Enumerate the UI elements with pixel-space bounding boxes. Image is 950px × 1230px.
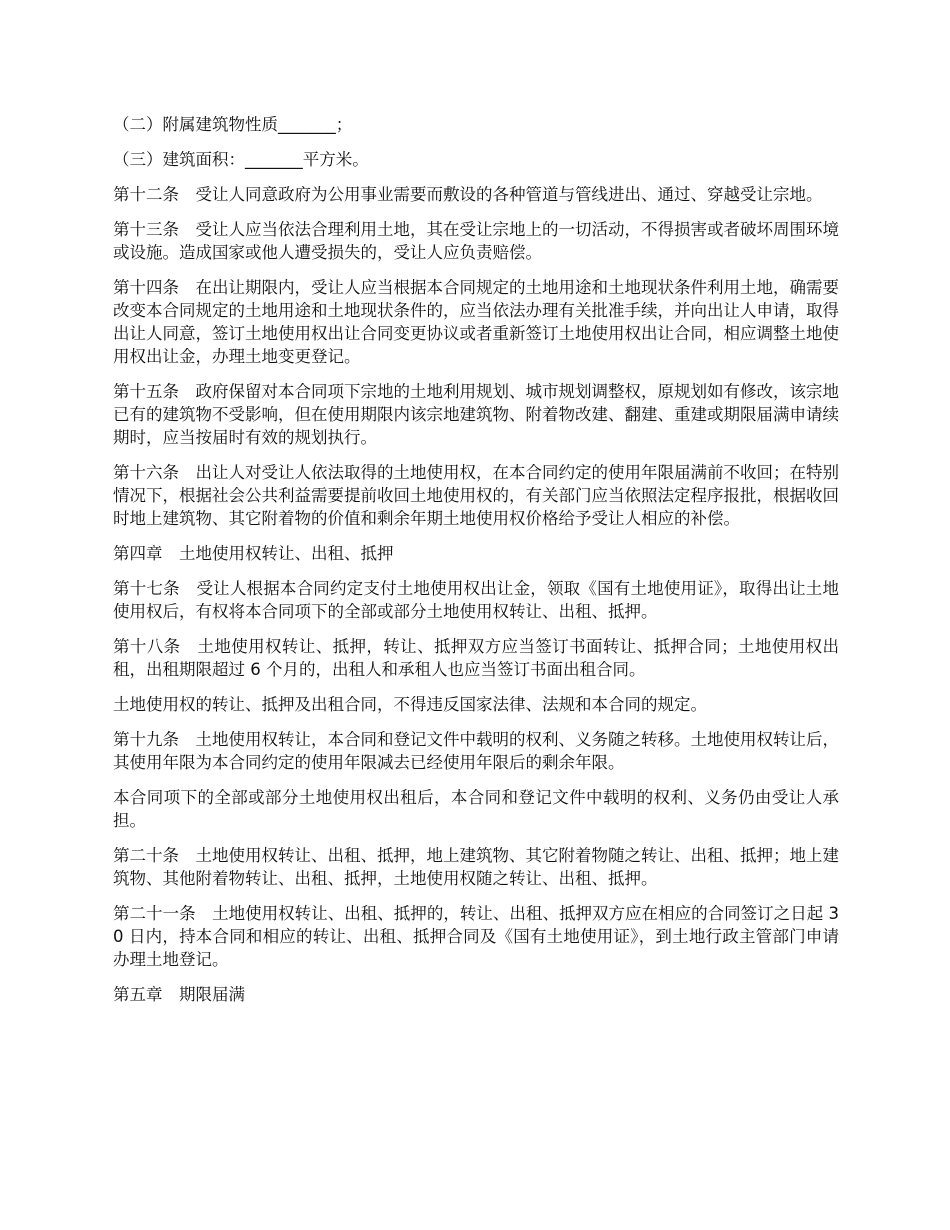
article-13: 第十三条 受让人应当依法合理利用土地，其在受让宗地上的一切活动，不得损害或者破坏周围环境或设施。造成国家或他人遭受损失的，受让人应负责赔偿。 [113, 220, 839, 262]
article-18-continuation: 土地使用权的转让、抵押及出租合同，不得违反国家法律、法规和本合同的规定。 [113, 695, 707, 714]
document-body [113, 113, 839, 1018]
article-20: 第二十条 土地使用权转让、出租、抵押，地上建筑物、其它附着物随之转让、出租、抵押；地上建筑物、其他附着物转让、出租、抵押，土地使用权随之转让、出租、抵押。 [113, 846, 839, 888]
article-17: 第十七条 受让人根据本合同约定支付土地使用权出让金，领取《国有土地使用证》，取得出让土地使用权后，有权将本合同项下的全部或部分土地使用权转让、出租、抵押。 [113, 579, 839, 621]
clause-building-area: （三）建筑面积：_______平方米。 [113, 150, 369, 169]
clause-attached-building-nature: （二）附属建筑物性质_______； [113, 115, 353, 134]
article-16: 第十六条 出让人对受让人依法取得的土地使用权，在本合同约定的使用年限届满前不收回；在特别情况下，根据社会公共利益需要提前收回土地使用权的，有关部门应当依照法定程序报批，根据收回时地上建筑物、其它附着物的价值和剩余年期土地使用权价格给予受让人相应的补偿。 [113, 463, 839, 528]
article-12: 第十二条 受让人同意政府为公用事业需要而敷设的各种管道与管线进出、通过、穿越受让宗地。 [113, 185, 823, 204]
article-14: 第十四条 在出让期限内，受让人应当根据本合同规定的土地用途和土地现状条件利用土地，确需要改变本合同规定的土地用途和土地现状条件的，应当依法办理有关批准手续，并向出让人申请，取得出让人同意，签订土地使用权出让合同变更协议或者重新签订土地使用权出让合同，相应调整土地使用权出让金，办理土地变更登记。 [113, 278, 839, 366]
article-18: 第十八条 土地使用权转让、抵押，转让、抵押双方应当签订书面转让、抵押合同；土地使用权出租，出租期限超过 6 个月的，出租人和承租人也应当签订书面出租合同。 [113, 637, 839, 679]
article-19: 第十九条 土地使用权转让，本合同和登记文件中载明的权利、义务随之转移。土地使用权转让后，其使用年限为本合同约定的使用年限减去已经使用年限后的剩余年限。 [113, 730, 839, 772]
article-19-continuation: 本合同项下的全部或部分土地使用权出租后，本合同和登记文件中载明的权利、义务仍由受让人承担。 [113, 788, 839, 830]
chapter-5-heading: 第五章 期限届满 [113, 985, 245, 1004]
chapter-4-heading: 第四章 土地使用权转让、出租、抵押 [113, 544, 394, 563]
article-21: 第二十一条 土地使用权转让、出租、抵押的，转让、出租、抵押双方应在相应的合同签订之日起 30 日内，持本合同和相应的转让、出租、抵押合同及《国有土地使用证》，到土地行政主管部门申请办理土地登记。 [113, 904, 839, 969]
article-15: 第十五条 政府保留对本合同项下宗地的土地利用规划、城市规划调整权，原规划如有修改，该宗地已有的建筑物不受影响，但在使用期限内该宗地建筑物、附着物改建、翻建、重建或期限届满申请续期时，应当按届时有效的规划执行。 [113, 382, 839, 447]
